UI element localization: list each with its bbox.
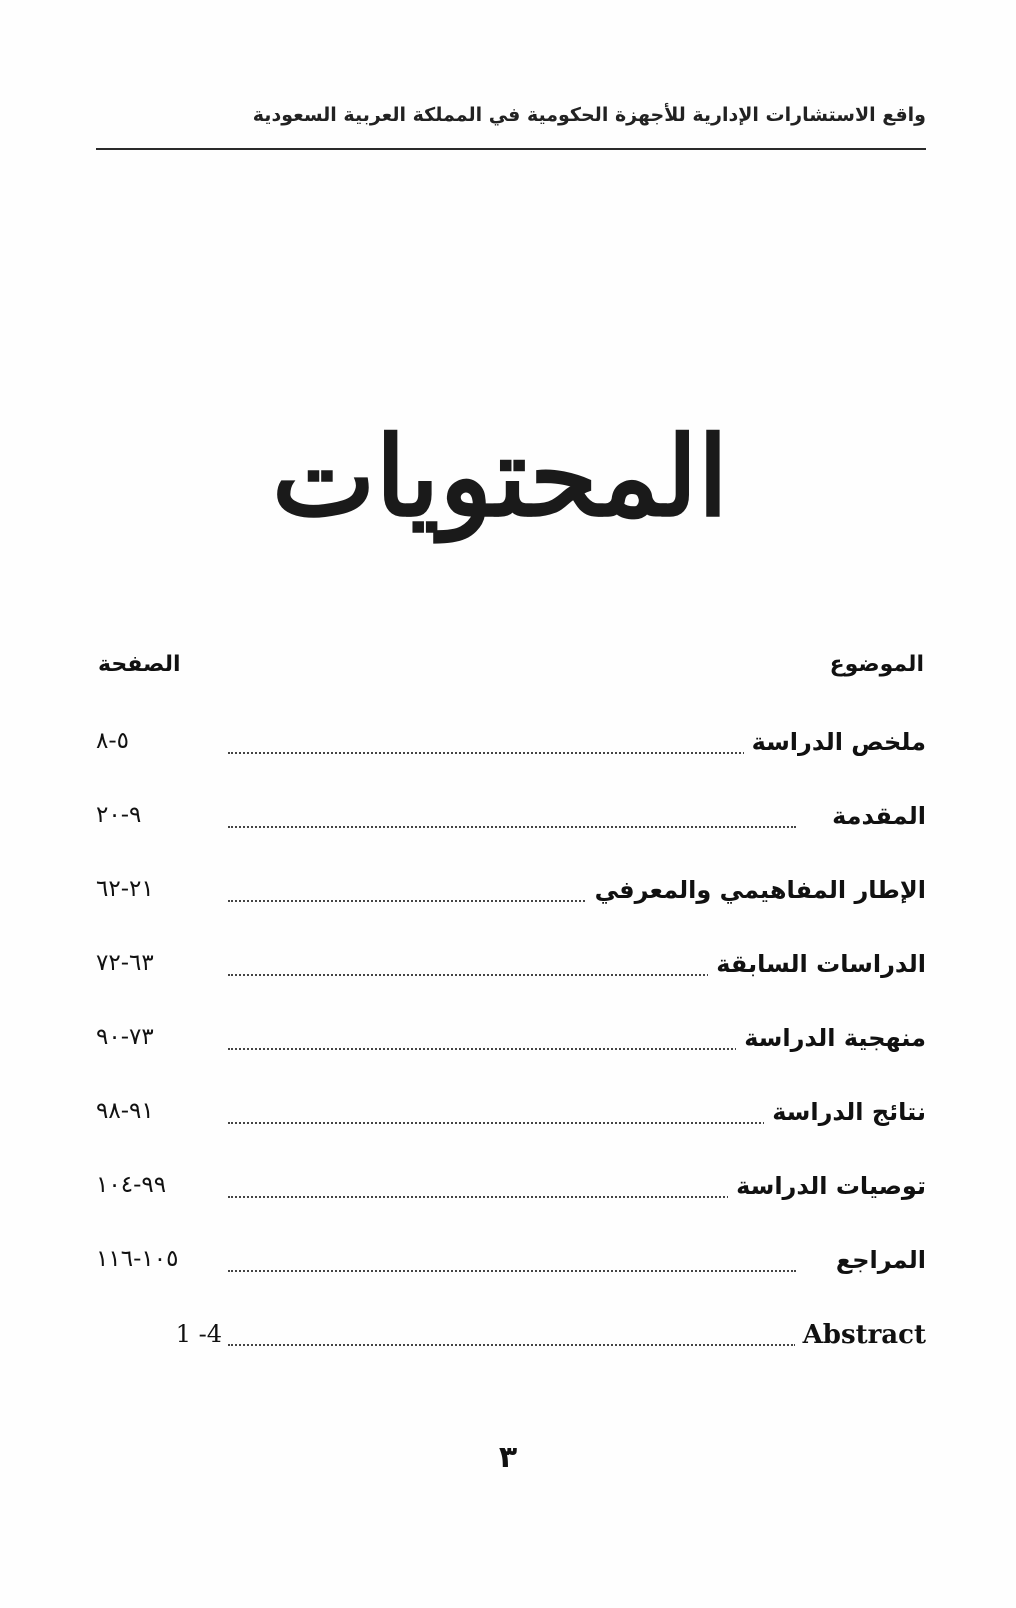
toc-entry-pages: ١٠٥-١١٦	[96, 1246, 179, 1272]
toc-entry-title: المراجع	[828, 1246, 926, 1274]
toc-entry[interactable]	[96, 1246, 926, 1320]
toc-entry-title: المقدمة	[824, 802, 926, 830]
page-number: ٣	[498, 1440, 518, 1475]
calligraphy-title-graphic	[271, 340, 729, 590]
dot-leader	[228, 752, 796, 754]
toc-entry-pages: ٥-٨	[96, 728, 130, 754]
toc-entry-title: الدراسات السابقة	[708, 950, 926, 978]
toc-entry-pages: 1 -4	[175, 1320, 222, 1348]
toc-entry[interactable]	[96, 1320, 926, 1394]
toc-entry[interactable]	[96, 1024, 926, 1098]
toc-entry[interactable]	[96, 950, 926, 1024]
toc-entry-title: Abstract	[795, 1320, 926, 1350]
toc-list	[96, 728, 926, 1394]
toc-entry-pages: ٩٩-١٠٤	[96, 1172, 167, 1198]
header-rule	[96, 148, 926, 150]
toc-entry-title: توصيات الدراسة	[728, 1172, 926, 1200]
toc-entry[interactable]	[96, 876, 926, 950]
column-header-page: الصفحة	[98, 652, 181, 677]
page-title	[271, 340, 729, 590]
running-header: واقع الاستشارات الإدارية للأجهزة الحكومية في المملكة العربية السعودية	[252, 104, 926, 126]
toc-entry-title: الإطار المفاهيمي والمعرفي	[587, 876, 926, 904]
toc-entry[interactable]	[96, 1098, 926, 1172]
dot-leader	[228, 1196, 796, 1198]
toc-entry-title: منهجية الدراسة	[736, 1024, 926, 1052]
toc-entry-title: ملخص الدراسة	[744, 728, 926, 756]
toc-entry-pages: ٦٣-٧٢	[96, 950, 154, 976]
toc-entry-title: نتائج الدراسة	[764, 1098, 926, 1126]
toc-entry[interactable]	[96, 728, 926, 802]
dot-leader	[228, 1122, 796, 1124]
toc-entry-pages: ٢١-٦٢	[96, 876, 154, 902]
toc-entry-pages: ٩١-٩٨	[96, 1098, 154, 1124]
dot-leader	[228, 826, 796, 828]
toc-entry[interactable]	[96, 1172, 926, 1246]
dot-leader	[228, 1344, 796, 1346]
dot-leader	[228, 1048, 796, 1050]
toc-entry-pages: ٩-٢٠	[96, 802, 142, 828]
column-header-topic: الموضوع	[829, 652, 924, 677]
dot-leader	[228, 1270, 796, 1272]
toc-entry[interactable]	[96, 802, 926, 876]
toc-entry-pages: ٧٣-٩٠	[96, 1024, 154, 1050]
page-title-text: المحتويات	[271, 412, 729, 541]
